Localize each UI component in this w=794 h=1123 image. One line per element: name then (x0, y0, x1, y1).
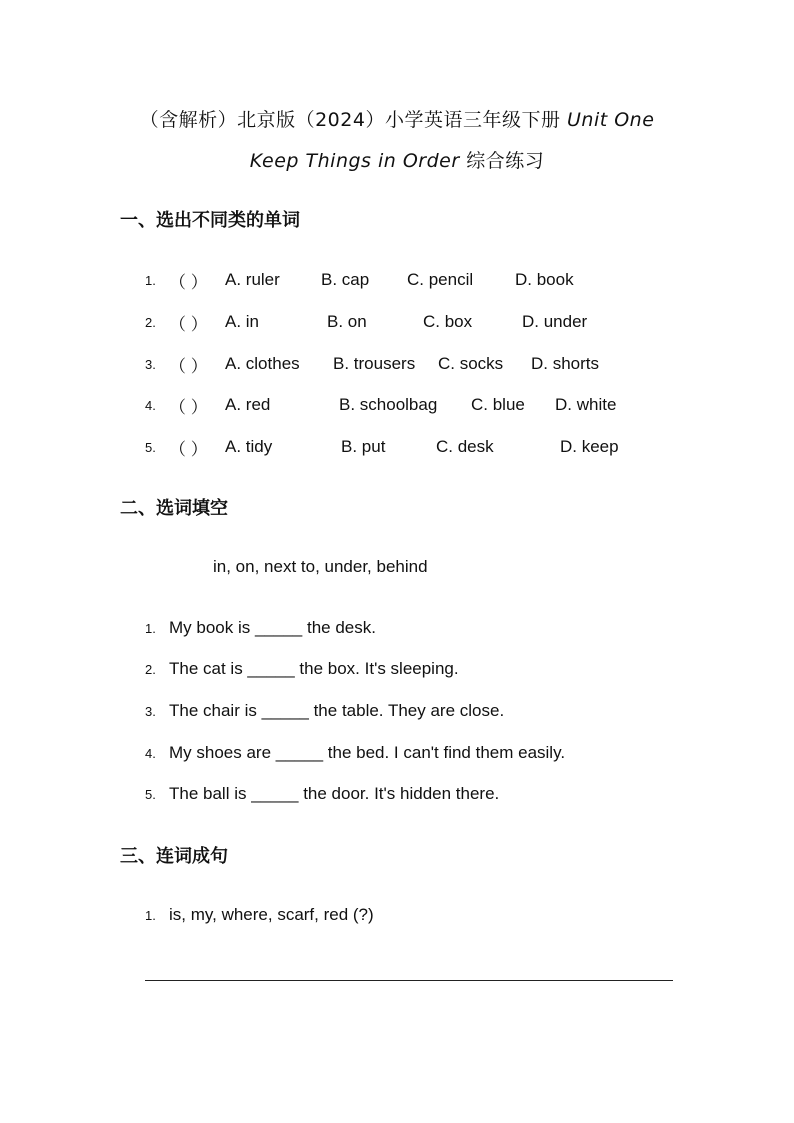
option-c: C. box (423, 312, 473, 331)
option-c: C. desk (436, 437, 494, 456)
question-number: 2. (145, 314, 156, 330)
option-d: D. under (522, 312, 588, 331)
fill-blank-question (145, 657, 459, 681)
section-3-heading: 三、连词成句 (120, 846, 228, 867)
question-number: 5. (145, 439, 156, 455)
question-number: 4. (145, 745, 156, 761)
question-number: 4. (145, 397, 156, 413)
answer-writing-line[interactable] (145, 980, 673, 981)
fill-blank-question (145, 782, 499, 806)
answer-bracket[interactable]: （ ） (169, 397, 208, 417)
option-a: A. red (225, 395, 271, 414)
option-d: D. keep (560, 437, 619, 456)
option-c: C. pencil (407, 270, 474, 289)
title-cn-suffix: 综合练习 (459, 150, 545, 172)
question-text: My book is _____ the desk. (169, 618, 376, 637)
option-b: B. put (341, 437, 386, 456)
title-en-part: Unit One (567, 109, 655, 131)
question-number: 3. (145, 356, 156, 372)
option-b: B. trousers (333, 354, 416, 373)
option-c: C. socks (438, 354, 504, 373)
option-b: B. cap (321, 270, 370, 289)
question-number: 1. (145, 272, 156, 288)
option-a: A. ruler (225, 270, 280, 289)
option-d: D. white (555, 395, 617, 414)
option-a: A. in (225, 312, 260, 331)
section-1-heading: 一、选出不同类的单词 (120, 210, 300, 231)
fill-blank-question (145, 699, 504, 723)
choice-question (145, 268, 665, 292)
title-en-subtitle: Keep Things in Order (249, 150, 460, 172)
answer-bracket[interactable]: （ ） (169, 439, 208, 459)
option-a: A. tidy (225, 437, 273, 456)
title-cn-part: （含解析）北京版（2024）小学英语三年级下册 (139, 109, 567, 131)
sentence-order-question (145, 903, 374, 927)
answer-bracket[interactable]: （ ） (169, 314, 208, 334)
question-text: The chair is _____ the table. They are close. (169, 701, 505, 720)
option-b: B. on (327, 312, 367, 331)
document-title-line-2 (0, 146, 794, 173)
choice-question (145, 435, 665, 459)
choice-question (145, 310, 665, 334)
option-d: D. book (515, 270, 574, 289)
choice-question (145, 393, 665, 417)
question-text: is, my, where, scarf, red (?) (169, 905, 374, 924)
option-b: B. schoolbag (339, 395, 438, 414)
question-number: 3. (145, 703, 156, 719)
answer-bracket[interactable]: （ ） (169, 272, 208, 292)
question-number: 5. (145, 786, 156, 802)
fill-blank-question (145, 616, 376, 640)
question-number: 1. (145, 907, 156, 923)
option-d: D. shorts (531, 354, 600, 373)
choice-question (145, 352, 665, 376)
fill-blank-question (145, 741, 565, 765)
question-text: The ball is _____ the door. It's hidden there. (169, 784, 500, 803)
option-a: A. clothes (225, 354, 300, 373)
question-number: 2. (145, 661, 156, 677)
question-number: 1. (145, 620, 156, 636)
answer-bracket[interactable]: （ ） (169, 356, 208, 376)
word-bank: in, on, next to, under, behind (213, 557, 428, 576)
option-c: C. blue (471, 395, 525, 414)
question-text: My shoes are _____ the bed. I can't find them easily. (169, 743, 566, 762)
document-title-line-1 (0, 105, 794, 132)
section-2-heading: 二、选词填空 (120, 498, 228, 519)
question-text: The cat is _____ the box. It's sleeping. (169, 659, 459, 678)
